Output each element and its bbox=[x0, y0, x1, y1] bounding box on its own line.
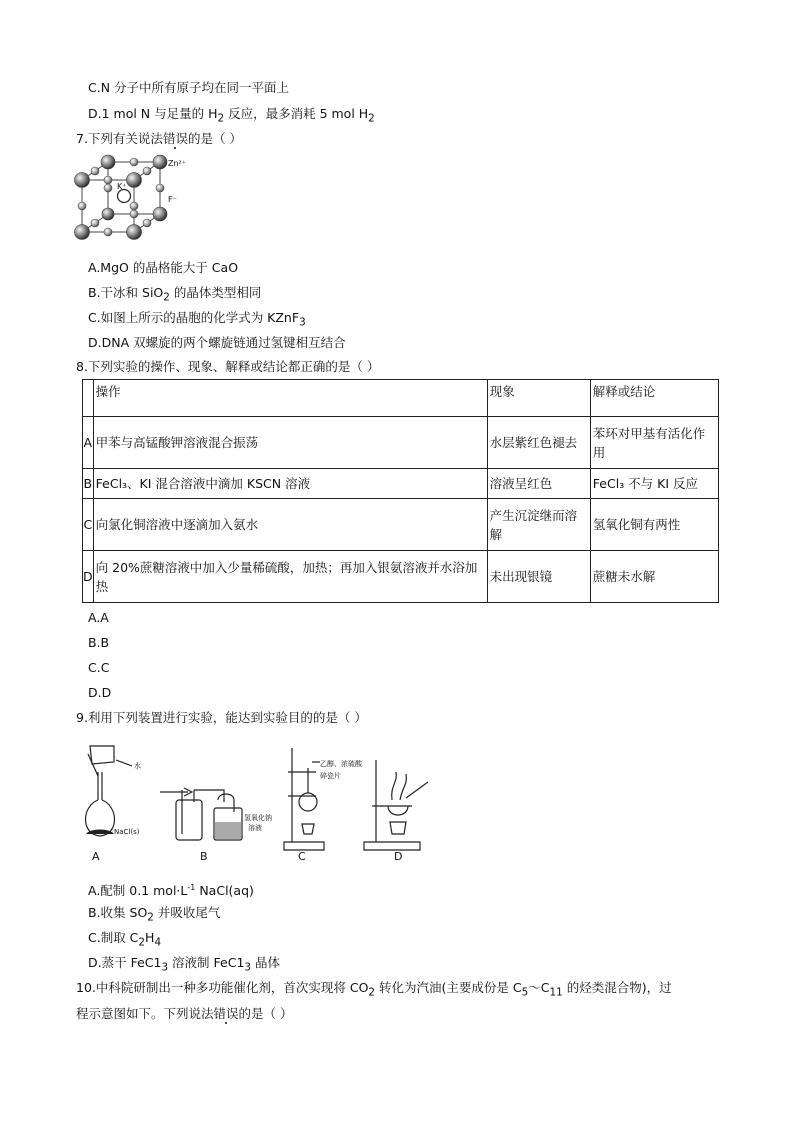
nacl-label: NaCl(s) bbox=[114, 828, 140, 836]
q8-option-d: D.D bbox=[88, 685, 112, 700]
table-row: B FeCl₃、KI 混合溶液中滴加 KSCN 溶液 溶液呈红色 FeCl₃ 不与 KI 反应 bbox=[83, 469, 719, 499]
q7-option-b: B.干冰和 SiO$_2$ 的晶体类型相同 bbox=[88, 285, 262, 304]
q10-stem-line-2: 程示意图如下。下列说法错误的是（ ） bbox=[76, 1006, 293, 1021]
table-row: A 甲苯与高锰酸钾溶液混合振荡 水层紫红色褪去 苯环对甲基有活化作用 bbox=[83, 417, 719, 469]
apparatus-d-label: D bbox=[394, 850, 403, 863]
apparatus-a-label: A bbox=[92, 850, 100, 863]
header-phenomenon: 现象 bbox=[487, 380, 590, 417]
q7-stem: 7.下列有关说法错误的是（ ） bbox=[76, 131, 242, 146]
q7-option-a: A.MgO 的晶格能大于 CaO bbox=[88, 260, 239, 275]
q10-stem-line-1: 10.中科院研制出一种多功能催化剂，首次实现将 $CO_2$ 转化为汽油(主要成份是 $C_5\sim C_{11}$ 的烃类混合物)，过 bbox=[76, 980, 672, 999]
naoh-label-2: 溶液 bbox=[248, 824, 262, 832]
reagent-label: 乙醇、浓硫酸 bbox=[320, 760, 362, 768]
q8-option-c: C.C bbox=[88, 660, 110, 675]
k-ion-label: K⁺ bbox=[117, 182, 127, 191]
naoh-label-1: 氢氧化钠 bbox=[244, 814, 272, 822]
q9-stem: 9.利用下列装置进行实验，能达到实验目的的是（ ） bbox=[76, 710, 367, 725]
apparatus-figure bbox=[76, 742, 436, 866]
q8-option-b: B.B bbox=[88, 635, 110, 650]
q6-option-d: D.1 mol N 与足量的 $H_2$ 反应，最多消耗 5 mol $H_2$ bbox=[88, 106, 375, 125]
q8-option-a: A.A bbox=[88, 610, 109, 625]
q9-option-a: A.配制 0.1 $mol\cdot L^{-1}$ NaCl(aq) bbox=[88, 883, 254, 899]
q7-option-c: C.如图上所示的晶胞的化学式为 KZnF$_3$ bbox=[88, 310, 306, 329]
header-operation: 操作 bbox=[93, 380, 487, 417]
q6-option-c: C.N 分子中所有原子均在同一平面上 bbox=[88, 80, 290, 95]
experiment-table bbox=[82, 379, 719, 603]
header-conclusion: 解释或结论 bbox=[590, 380, 718, 417]
water-label: 水 bbox=[134, 762, 141, 770]
f-ion-label: F⁻ bbox=[168, 195, 177, 204]
chips-label: 碎瓷片 bbox=[320, 772, 341, 780]
apparatus-b-label: B bbox=[200, 850, 208, 863]
apparatus-c-label: C bbox=[298, 850, 306, 863]
q9-option-c: C.制取 $C_2H_4$ bbox=[88, 930, 162, 949]
q8-stem: 8.下列实验的操作、现象、解释或结论都正确的是（ ） bbox=[76, 359, 380, 374]
zn-ion-label: Zn²⁺ bbox=[168, 159, 186, 168]
table-header-row bbox=[83, 380, 719, 417]
table-row: D 向 20%蔗糖溶液中加入少量稀硫酸，加热；再加入银氨溶液并水浴加热 未出现银镜 蔗糖未水解 bbox=[83, 551, 719, 603]
table-row: C 向氯化铜溶液中逐滴加入氨水 产生沉淀继而溶解 氢氧化铜有两性 bbox=[83, 499, 719, 551]
q9-option-d: D.蒸干 $FeC1_3$ 溶液制 $FeC1_3$ 晶体 bbox=[88, 955, 281, 974]
q9-option-b: B.收集 $SO_2$ 并吸收尾气 bbox=[88, 905, 221, 924]
crystal-cell-figure bbox=[72, 154, 202, 246]
q7-option-d: D.DNA 双螺旋的两个螺旋链通过氢键相互结合 bbox=[88, 335, 346, 350]
